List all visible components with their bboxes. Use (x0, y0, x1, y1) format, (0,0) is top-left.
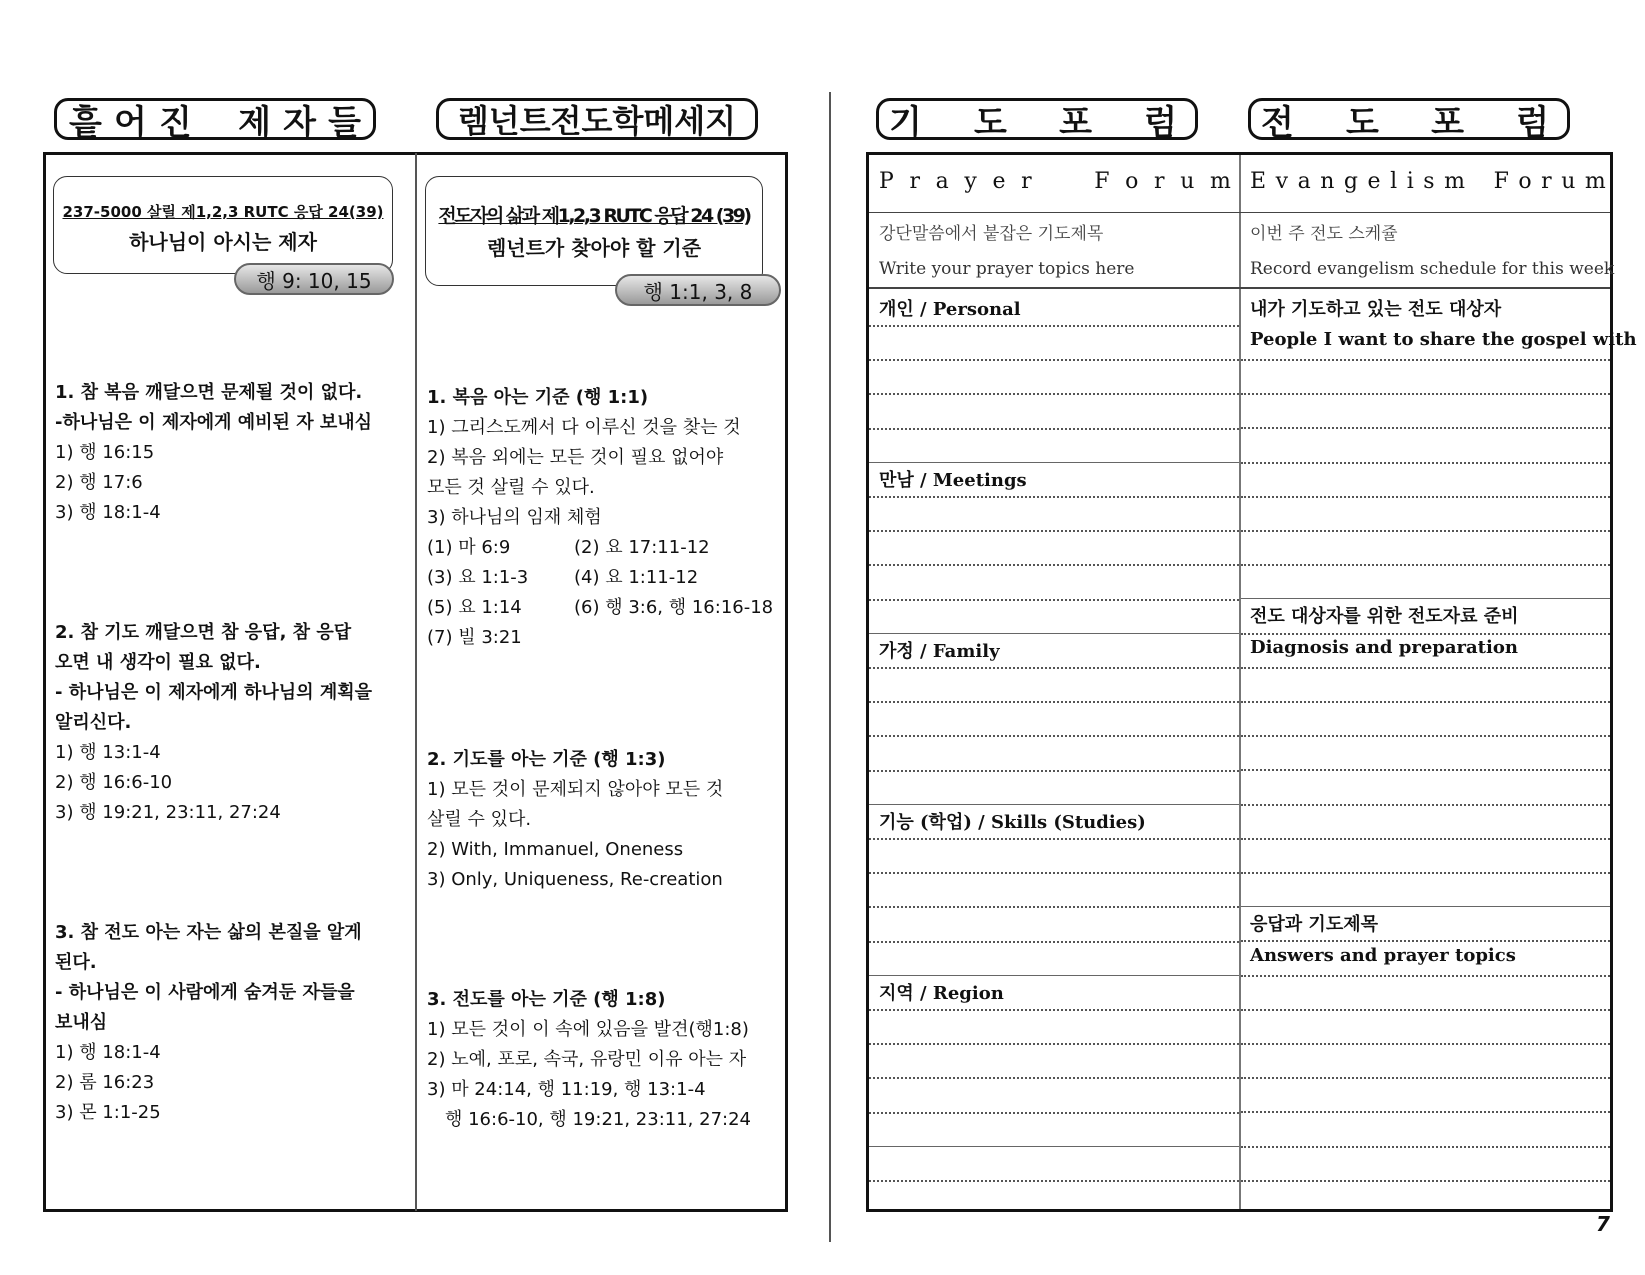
evangelism-writing-line (1241, 359, 1610, 361)
prayer-writing-line (869, 1112, 1239, 1114)
col2-title-bubble (425, 176, 763, 286)
evangelism-writing-line (1241, 872, 1610, 874)
evangelism-writing-line (1241, 804, 1610, 806)
prayer-writing-line (869, 906, 1239, 908)
prayer-writing-line (869, 393, 1239, 395)
label-answers-ko: 응답과 기도제목 (1250, 914, 1378, 935)
col2-section-2: 2. 기도를 아는 기준 (행 1:3) 1) 모든 것이 문제되지 않아야 모든 것 살릴 수 있다. 2) With, Immanuel, Oneness 3) Only, Uniqueness, Re-creation (427, 749, 724, 890)
evangelism-desc-en: Record evangelism schedule for this week (1250, 259, 1615, 279)
prayer-writing-line (869, 325, 1239, 327)
label-personal: 개인 / Personal (879, 299, 1021, 320)
evangelism-writing-line (1241, 838, 1610, 840)
prayer-writing-line (869, 701, 1239, 703)
col1-title-bubble (53, 176, 393, 274)
prayer-writing-line (869, 359, 1239, 361)
header-evangelism-forum: 전 도 포 럼 (1248, 98, 1570, 140)
evangelism-forum-title: E v a n g e l i s m F o r u m (1250, 169, 1606, 194)
col1-section-2: 2. 참 기도 깨달으면 참 응답, 참 응답 오면 내 생각이 필요 없다. - 하나님은 이 제자에게 하나님의 계획을 알리신다. 1) 행 13:1-4 2) 행 16:6-10 3) 행 19:21, 23:11, 27:24 (55, 622, 373, 823)
col2-title: 렘넌트가 찾아야 할 기준 (486, 236, 702, 260)
col1-verse-pill: 행 9: 10, 15 (234, 263, 394, 295)
evangelism-writing-line (1241, 1111, 1610, 1113)
col2-verse-pill: 행 1:1, 3, 8 (615, 274, 781, 306)
prayer-writing-line (869, 1077, 1239, 1079)
prayer-writing-line (869, 1043, 1239, 1045)
label-answers-en: Answers and prayer topics (1250, 945, 1516, 966)
evangelism-writing-line (1241, 940, 1610, 942)
prayer-writing-line (869, 838, 1239, 840)
page-number: 7 (1596, 1212, 1610, 1236)
prayer-writing-line (869, 735, 1239, 737)
evangelism-writing-line (1241, 462, 1610, 464)
evangelism-writing-line (1241, 1077, 1610, 1079)
label-skills: 기능 (학업) / Skills (Studies) (879, 812, 1146, 833)
evangelism-writing-line (1241, 1043, 1610, 1045)
prayer-desc-ko: 강단말씀에서 붙잡은 기도제목 (879, 224, 1104, 244)
evangelism-writing-line (1241, 393, 1610, 395)
prayer-forum-title: P r a y e r F o r u m (879, 169, 1231, 194)
label-region: 지역 / Region (879, 983, 1004, 1004)
evangelism-writing-line (1241, 769, 1610, 771)
prayer-section-divider (869, 1146, 1239, 1147)
label-prep-ko: 전도 대상자를 위한 전도자료 준비 (1250, 606, 1519, 627)
col2-section-1: 1. 복음 아는 기준 (행 1:1) 1) 그리스도께서 다 이루신 것을 찾는 것 2) 복음 외에는 모든 것이 필요 없어야 모든 것 살릴 수 있다. 3) 하나님의 임재 체험 (1) 마 6:9 (2) 요 17:11-12 (3) 요 1:1-3 (4) 요 1:11-12 (5) 요 1:14 (6) 행 3:6, 행 16:16-18 (7) 빌 3:21 (427, 387, 774, 648)
col1-title: 하나님이 아시는 제자 (129, 230, 317, 254)
prayer-writing-line (869, 941, 1239, 943)
label-meetings: 만남 / Meetings (879, 470, 1027, 491)
evangelism-writing-line (1241, 496, 1610, 498)
evangelism-writing-line (1241, 530, 1610, 532)
col1-section-1: 1. 참 복음 깨달으면 문제될 것이 없다. -하나님은 이 제자에게 예비된 자 보내심 1) 행 16:15 2) 행 17:6 3) 행 18:1-4 (55, 382, 373, 523)
prayer-writing-line (869, 530, 1239, 532)
prayer-section-divider (869, 462, 1239, 463)
prayer-writing-line (869, 872, 1239, 874)
label-targets-ko: 내가 기도하고 있는 전도 대상자 (1250, 299, 1502, 320)
evangelism-writing-line (1241, 975, 1610, 977)
evangelism-writing-line (1241, 564, 1610, 566)
prayer-writing-line (869, 428, 1239, 430)
prayer-section-divider (869, 804, 1239, 805)
prayer-writing-line (869, 667, 1239, 669)
evangelism-writing-line (1241, 1146, 1610, 1148)
prayer-writing-line (869, 564, 1239, 566)
header-remnant-message: 렘넌트전도학메세지 (436, 98, 758, 140)
prayer-writing-line (869, 599, 1239, 601)
evangelism-writing-line (1241, 427, 1610, 429)
evangelism-writing-line (1241, 1180, 1610, 1182)
evangelism-desc-ko: 이번 주 전도 스케쥴 (1250, 224, 1398, 244)
label-family: 가정 / Family (879, 641, 1000, 662)
col2-subtitle: 전도자의 삶과 제1,2,3 RUTC 응답 24 (39) (438, 205, 750, 227)
prayer-writing-line (869, 770, 1239, 772)
prayer-desc-en: Write your prayer topics here (879, 259, 1135, 279)
page-divider (829, 92, 831, 1242)
evangelism-writing-line (1241, 735, 1610, 737)
col1-subtitle: 237-5000 살릴 제1,2,3 RUTC 응답 24(39) (62, 203, 384, 221)
forum-column-divider (1239, 155, 1241, 1209)
prayer-section-divider (869, 633, 1239, 634)
evangelism-section-divider (1241, 598, 1610, 599)
evangelism-writing-line (1241, 701, 1610, 703)
header-prayer-forum: 기 도 포 럼 (876, 98, 1198, 140)
header-scattered-disciples: 흩 어 진 제 자 들 (54, 98, 376, 140)
evangelism-writing-line (1241, 633, 1610, 635)
col1-section-3: 3. 참 전도 아는 자는 삶의 본질을 알게 된다. - 하나님은 이 사람에게 숨겨둔 자들을 보내심 1) 행 18:1-4 2) 롬 16:23 3) 몬 1:1-25 (55, 922, 362, 1123)
label-prep-en: Diagnosis and preparation (1250, 637, 1518, 658)
prayer-section-divider (869, 975, 1239, 976)
prayer-writing-line (869, 496, 1239, 498)
left-column-divider (415, 153, 417, 1211)
evangelism-writing-line (1241, 1009, 1610, 1011)
evangelism-writing-line (1241, 667, 1610, 669)
evangelism-section-divider (1241, 906, 1610, 907)
col2-section-3: 3. 전도를 아는 기준 (행 1:8) 1) 모든 것이 이 속에 있음을 발견(행1:8) 2) 노예, 포로, 속국, 유랑민 이유 아는 자 3) 마 24:14, 행 11:19, 행 13:1-4 행 16:6-10, 행 19:21, 23:11, 27:24 (427, 989, 751, 1130)
forum-table (866, 152, 1637, 1212)
prayer-writing-line (869, 1180, 1239, 1182)
prayer-writing-line (869, 1009, 1239, 1011)
label-targets-en: People I want to share the gospel with (1250, 329, 1637, 350)
